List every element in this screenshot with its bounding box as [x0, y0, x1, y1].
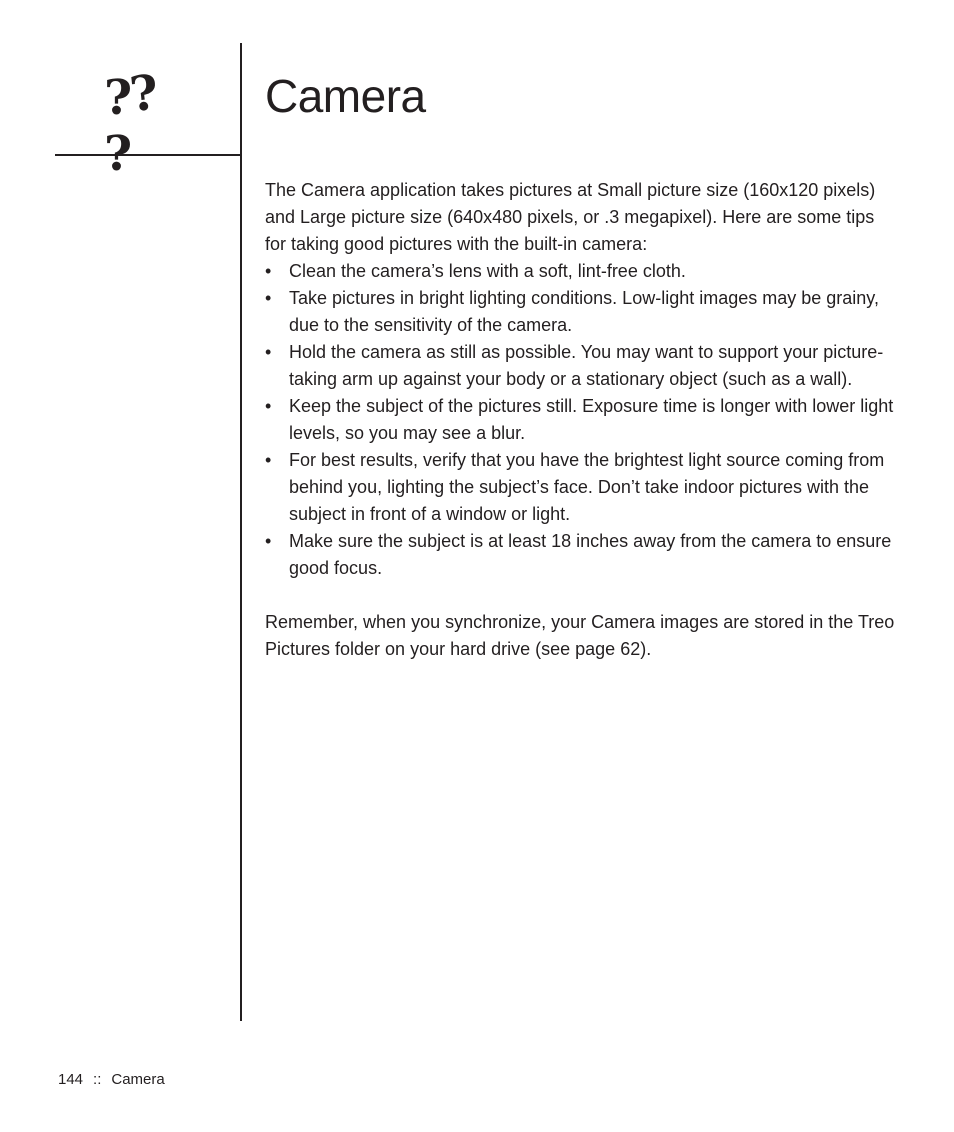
closing-paragraph: Remember, when you synchronize, your Camera images are stored in the Treo Pictures folder on your hard drive (see page 62).	[265, 612, 895, 659]
list-item: • Take pictures in bright lighting conditions. Low-light images may be grainy, due to the sensitivity of the camera.	[265, 285, 897, 339]
page-number: 144	[58, 1071, 84, 1088]
list-item: • Clean the camera’s lens with a soft, lint-free cloth.	[265, 258, 897, 285]
question-marks-icon: ???	[104, 64, 160, 182]
intro-paragraph: The Camera application takes pictures at Small picture size (160x120 pixels) and Large picture size (640x480 pixels, or .3 megapixel). Here are some tips for taking good pictures with the built-in camera:	[265, 180, 876, 254]
main-content	[265, 177, 897, 663]
tips-list	[265, 258, 897, 582]
page-footer	[58, 1069, 165, 1091]
footer-section-name: Camera	[111, 1071, 165, 1088]
page-title: Camera	[265, 70, 426, 122]
horizontal-divider	[55, 154, 242, 156]
list-item: • Make sure the subject is at least 18 inches away from the camera to ensure good focus.	[265, 528, 897, 582]
list-item: • Keep the subject of the pictures still. Exposure time is longer with lower light levels, so you may see a blur.	[265, 393, 897, 447]
list-item: • Hold the camera as still as possible. You may want to support your picture-taking arm up against your body or a stationary object (such as a wall).	[265, 339, 897, 393]
footer-separator: ::	[93, 1071, 102, 1088]
list-item: • For best results, verify that you have the brightest light source coming from behind you, lighting the subject’s face. Don’t take indoor pictures with the subject in front of a window or light.	[265, 447, 897, 528]
vertical-divider	[240, 43, 242, 1021]
